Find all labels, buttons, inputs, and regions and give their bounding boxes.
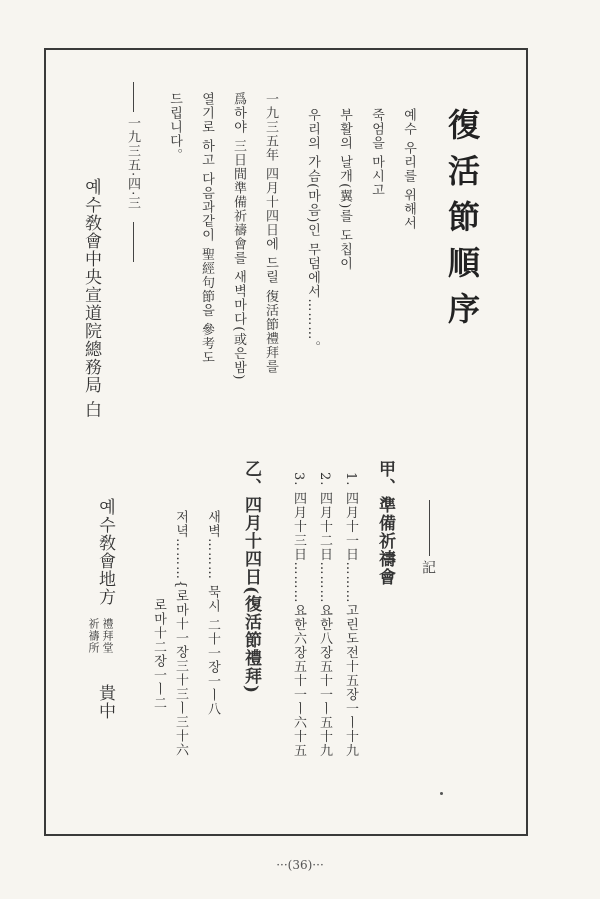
date-rule-top [133, 82, 134, 112]
recipient-main: 예수敎會地方 [95, 498, 115, 606]
eul-item: 로마十二장一ㅣ二 [151, 598, 166, 710]
page-title: 復活節順序 [443, 108, 481, 338]
gap-item: 3. 四月十三日………요한六장五十一ㅣ六十五 [291, 472, 306, 758]
section-gap-header: 甲、準備祈禱會 [375, 460, 395, 586]
gap-item: 2. 四月十二日………요한八장五十一ㅣ五十九 [317, 472, 332, 758]
section-eul-header: 乙、四月十四日(復活節禮拜) [241, 460, 261, 695]
stray-mark [440, 792, 443, 795]
notice-line: 一九三五年 四月十四日에 드릴 復活節禮拜를 [263, 92, 278, 374]
notice-sender: 예수敎會中央宣道院總務局 白 [81, 178, 101, 419]
hymn-line: 죽엄을 마시고 [369, 108, 384, 198]
date-rule-bottom [133, 222, 134, 262]
eul-item: 저녁………{로마十一장三十三ㅣ三十六 [173, 510, 188, 758]
hymn-line: 예수 우리를 위해서 [401, 108, 416, 231]
hymn-line: 부활의 날개(翼)를 도칩이 [337, 108, 352, 271]
recipient-suffix: 貴中 [95, 684, 115, 720]
gap-item: 1. 四月十一日………고린도전十五장一ㅣ十九 [343, 472, 358, 758]
recipient-sub2: 祈禱所 [87, 618, 100, 654]
notice-date: 一九三五·四·三 [125, 116, 140, 211]
notice-line: 열기로 하고 다음과같이 聖經句節을 參考도 [199, 92, 214, 365]
recipient-sub1: 禮拜堂 [101, 618, 114, 654]
notice-line: 爲하야 三日間準備祈禱會를 새벽마다(或은밤) [231, 92, 246, 381]
ji-rule [429, 500, 430, 556]
eul-item: 새벽……… 묵시 二十一장一ㅣ八 [205, 510, 220, 717]
page-number: ···(36)··· [276, 858, 324, 872]
ji-mark: 記 [420, 560, 436, 575]
hymn-line: 우리의 가슴(마음)인 무덤에서………。 [305, 108, 320, 355]
notice-line: 드립니다。 [167, 92, 182, 162]
